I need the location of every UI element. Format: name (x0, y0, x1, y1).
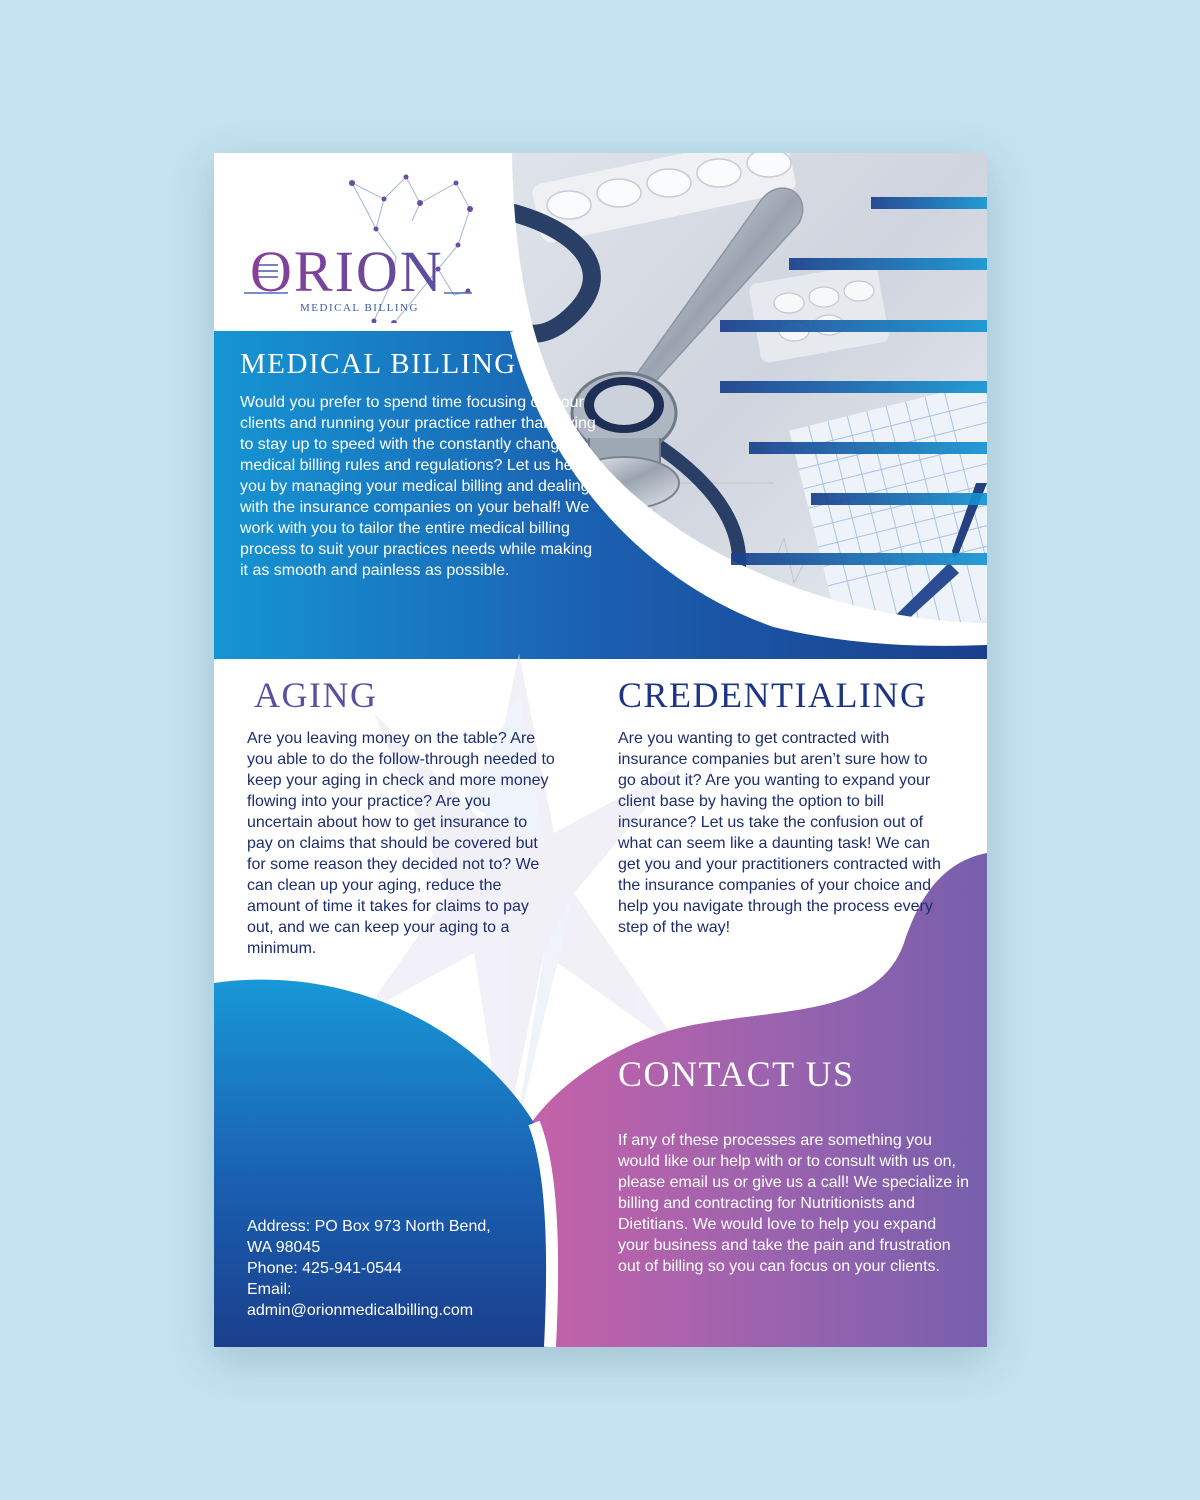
flyer (214, 153, 987, 1347)
logo-tagline: MEDICAL BILLING (300, 302, 419, 314)
orion-logo (244, 173, 504, 323)
logo-wordmark: ORION (250, 239, 444, 304)
address-line-1: Address: PO Box 973 North Bend, (247, 1218, 491, 1235)
aging-heading: AGING (254, 675, 378, 715)
phone-number[interactable]: Phone: 425-941-0544 (247, 1260, 402, 1277)
aging-text: Are you leaving money on the table? Are you able to do the follow-through needed to keep your aging in check and more money flowing into your practice? Are you uncertain about how to get insurance to pay on claims that should be covered but for some reason they decided not to? We can clean up your aging, reduce the amount of time it takes for claims to pay out, and we can keep your aging to a minimum. (247, 730, 555, 957)
contact-text: If any of these processes are something you would like our help with or to consult with us on, please email us or give us a call! We specialize in billing and contracting for Nutritionists and Dietitians. We would love to help you expand your business and take the pain and frustration out of billing so you can focus on your clients. (618, 1132, 969, 1275)
email-link[interactable]: admin@orionmedicalbilling.com (247, 1302, 474, 1319)
address-block (247, 1216, 537, 1321)
credentialing-heading: CREDENTIALING (618, 675, 928, 715)
contact-heading: CONTACT US (618, 1054, 855, 1094)
medical-billing-text: Would you prefer to spend time focusing on your clients and running your practice rather than trying to stay up to speed with the constantly changing medical billing rules and regulations? Let us help you by managing your medical billing and dealing with the insurance companies on your behalf! We work with you to tailor the entire medical billing process to suit your practices needs while making it as smooth and painless as possible. (240, 394, 596, 579)
medical-billing-heading: MEDICAL BILLING (240, 348, 517, 380)
email-label: Email: (247, 1281, 292, 1298)
address-line-2: WA 98045 (247, 1239, 321, 1256)
credentialing-text: Are you wanting to get contracted with insurance companies but aren’t sure how to go about it? Are you wanting to expand your client base by having the option to bill insurance? Let us take the confusion out of what can seem like a daunting task! We can get you and your practitioners contracted with the insurance companies of your choice and help you navigate through the process every step of the way! (618, 730, 941, 936)
